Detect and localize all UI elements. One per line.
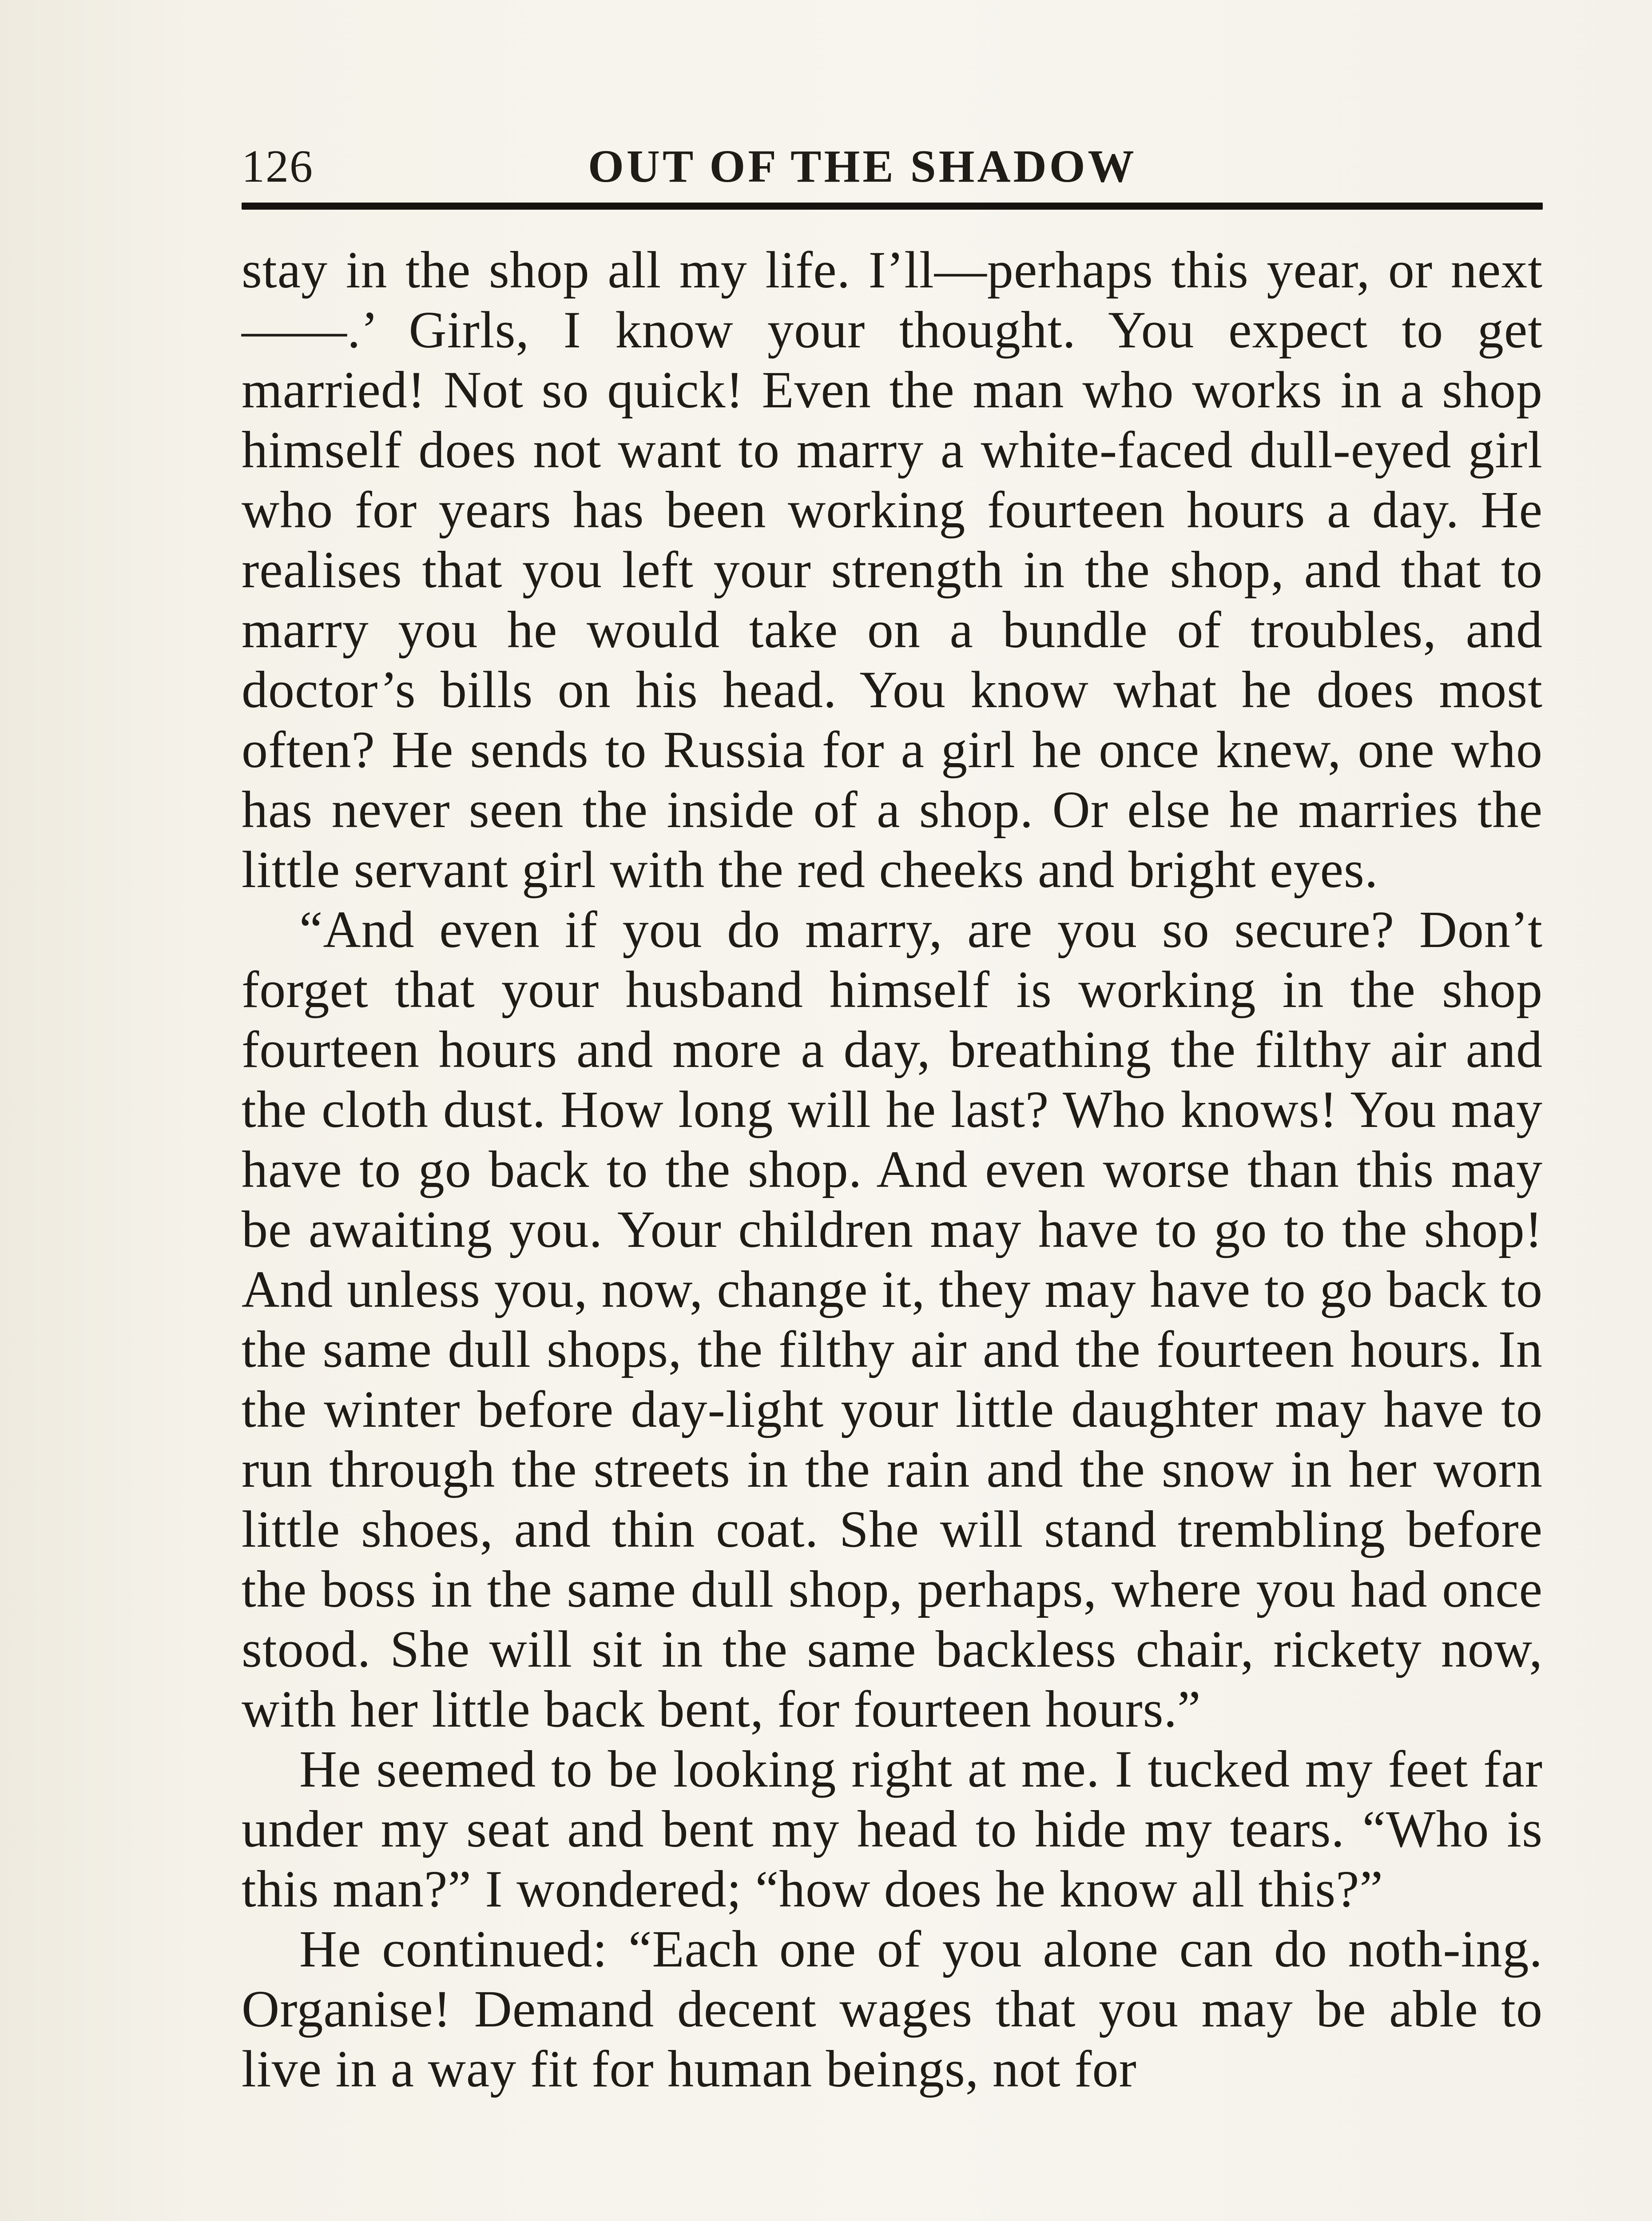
body-text — [242, 240, 1543, 2099]
paragraph-4: He continued: “Each one of you alone can do noth-ing. Organise! Demand decent wages that you may be able to live in a way fit for human beings, not for — [242, 1920, 1543, 2098]
running-head — [242, 133, 1543, 200]
running-title: OUT OF THE SHADOW — [588, 141, 1137, 192]
paragraph-1: stay in the shop all my life. I’ll—perhaps this year, or next——.’ Girls, I know your thought. You expect to get married! Not so quick! Even the man who works in a shop himself does not want to marry a white-faced dull-eyed girl who for years has been working fourteen hours a day. He realises that you left your strength in the shop, and that to marry you he would take on a bundle of troubles, and doctor’s bills on his head. You know what he does most often? He sends to Russia for a girl he once knew, one who has never seen the inside of a shop. Or else he marries the little servant girl with the red cheeks and bright eyes. — [242, 241, 1543, 899]
paragraph-3: He seemed to be looking right at me. I tucked my feet far under my seat and bent my head to hide my tears. “Who is this man?” I wondered; “how does he know all this?” — [242, 1740, 1543, 1918]
header-rule — [242, 203, 1543, 210]
page-number: 126 — [242, 141, 314, 192]
paragraph-2: “And even if you do marry, are you so secure? Don’t forget that your husband himself is working in the shop fourteen hours and more a day, breathing the filthy air and the cloth dust. How long will he last? Who knows! You may have to go back to the shop. And even worse than this may be awaiting you. Your children may have to go to the shop! And unless you, now, change it, they may have to go back to the same dull shops, the filthy air and the fourteen hours. In the winter before day-light your little daughter may have to run through the streets in the rain and the snow in her worn little shoes, and thin coat. She will stand trembling before the boss in the same dull shop, perhaps, where you had once stood. She will sit in the same backless chair, rickety now, with her little back bent, for fourteen hours.” — [242, 900, 1543, 1738]
